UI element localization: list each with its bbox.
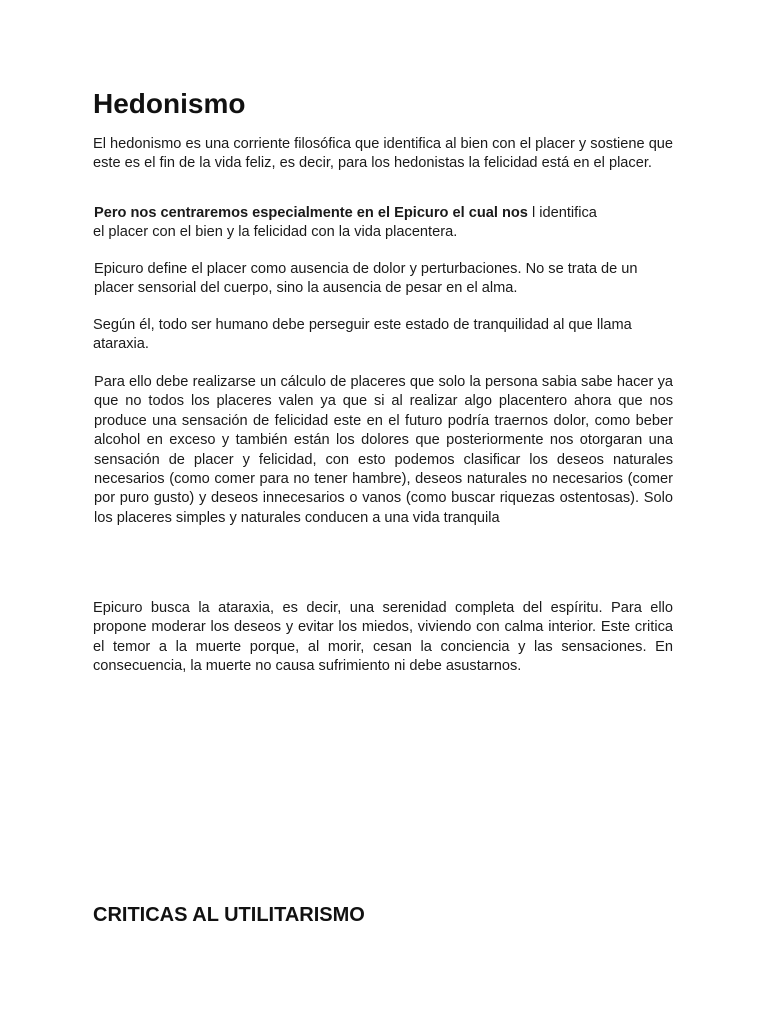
- paragraph-epicuro-intro-line2: el placer con el bien y la felicidad con la vida placentera.: [93, 224, 458, 241]
- paragraph-calculo-placeres: Para ello debe realizarse un cálculo de placeres que solo la persona sabia sabe hacer ya que no todos los placeres valen ya que si al realizar algo placentero ahora que nos produce una sensación de felicidad este en el futuro podría traernos dolor, como beber alcohol en exceso y también están los dolores que posteriormente nos otorgaran una sensación de placer y felicidad, con esto podemos clasificar los deseos naturales necesarios (como comer para no tener hambre), deseos naturales no necesarios (comer por puro gusto) y deseos innecesarios o vanos (como buscar riquezas ostentosas). Solo los placeres simples y naturales conducen a una vida tranquila: [94, 374, 673, 526]
- paragraph-serenidad: Epicuro busca la ataraxia, es decir, una serenidad completa del espíritu. Para ello propone moderar los deseos y evitar los miedos, viviendo con calma interior. Este critica el temor a la muerte porque, al morir, cesan la conciencia y las sensaciones. En consecuencia, la muerte no causa sufrimiento ni debe asustarnos.: [93, 600, 673, 675]
- page-title: Hedonismo: [93, 88, 246, 119]
- paragraph-epicuro-intro-bold: Pero nos centraremos especialmente en el Epicuro el cual nos: [94, 205, 528, 221]
- paragraph-ataraxia: Según él, todo ser humano debe perseguir este estado de tranquilidad al que llama ataraxia.: [93, 317, 632, 353]
- section-heading: CRITICAS AL UTILITARISMO: [93, 904, 365, 926]
- paragraph-epicuro-intro-rest: l identifica: [527, 205, 597, 221]
- paragraph-definition: El hedonismo es una corriente filosófica que identifica al bien con el placer y sostiene que este es el fin de la vida feliz, es decir, para los hedonistas la felicidad está en el placer.: [93, 136, 674, 172]
- paragraph-placer-definition: Epicuro define el placer como ausencia de dolor y perturbaciones. No se trata de un placer sensorial del cuerpo, sino la ausencia de pesar en el alma.: [94, 261, 638, 297]
- paragraph-epicuro-intro: [94, 204, 654, 243]
